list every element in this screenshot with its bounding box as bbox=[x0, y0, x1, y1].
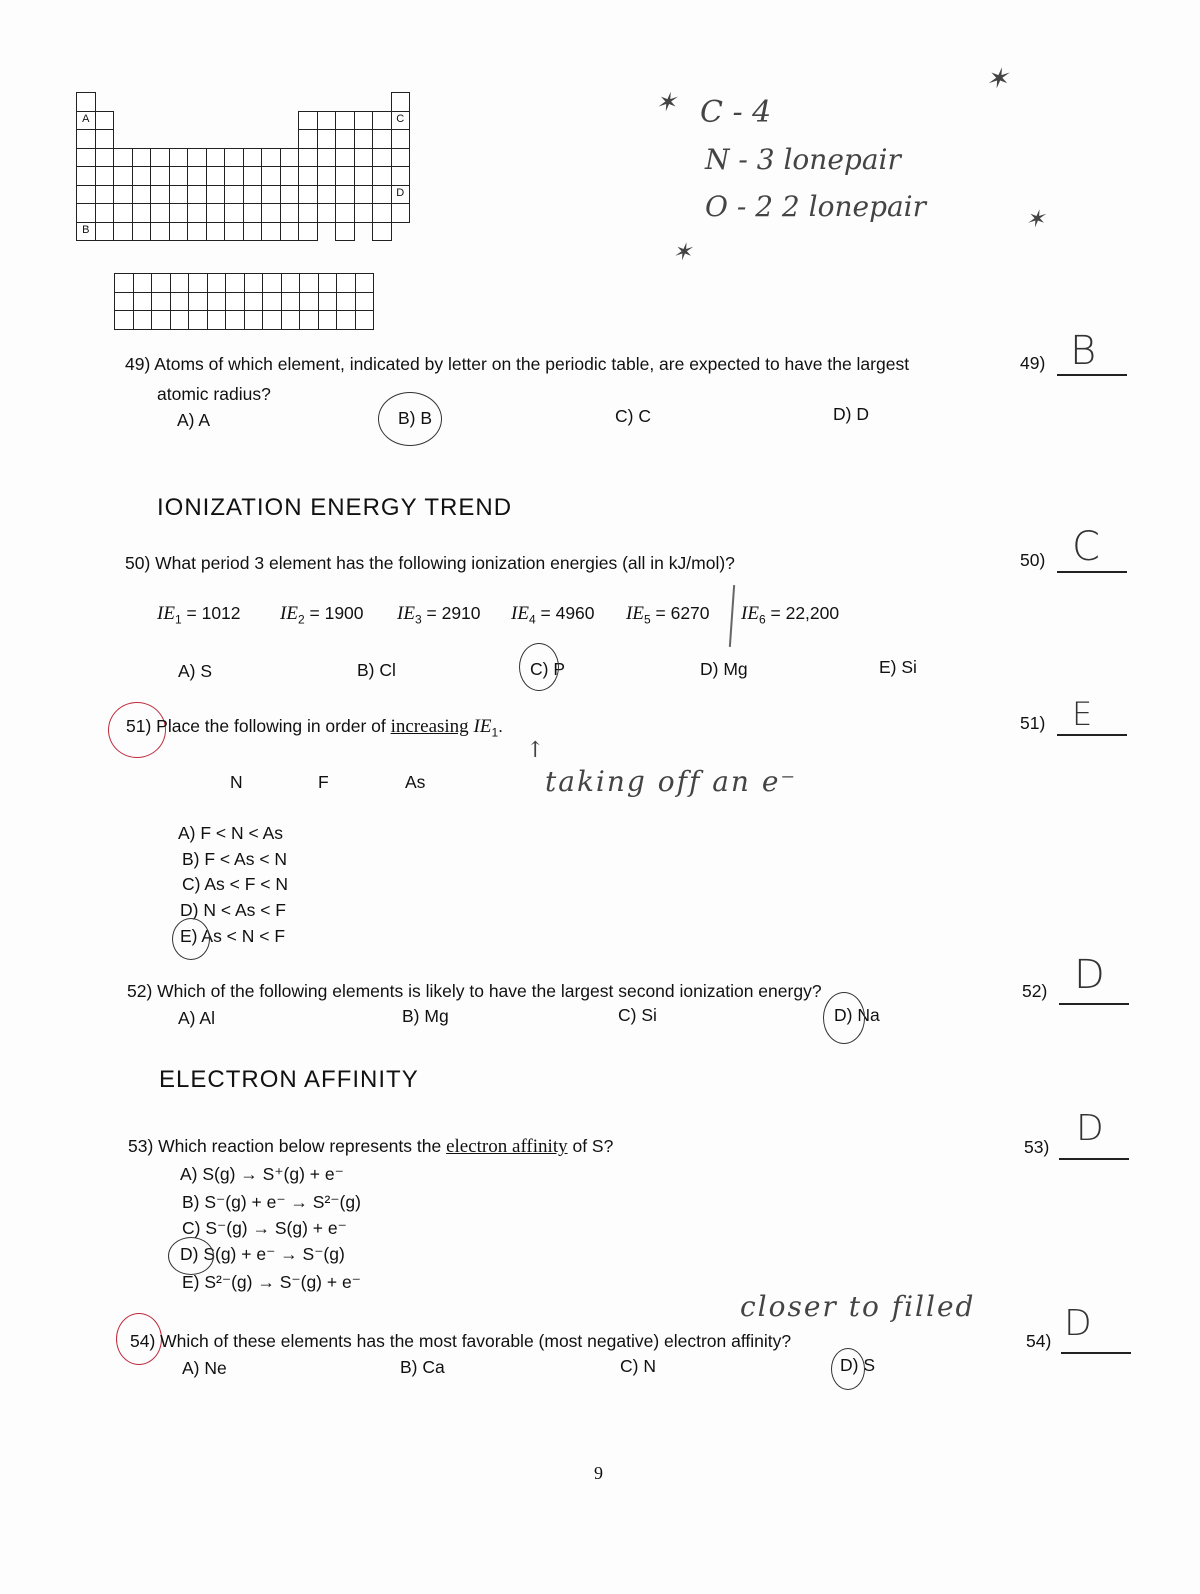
ie3-sub: 3 bbox=[414, 612, 422, 627]
f-block-cell bbox=[114, 273, 134, 293]
pt-cell bbox=[76, 203, 96, 223]
pt-cell bbox=[150, 185, 170, 205]
note-oxygen: O - 2 2 lonepair bbox=[705, 190, 927, 223]
pt-cell bbox=[206, 203, 226, 223]
f-block-cell bbox=[170, 292, 190, 312]
q51-ie-sub: 1 bbox=[491, 725, 499, 740]
pt-cell bbox=[298, 129, 318, 149]
q53-option-e[interactable]: E) S²⁻(g) → S⁻(g) + e⁻ bbox=[182, 1272, 361, 1292]
pt-cell bbox=[224, 185, 244, 205]
pt-cell bbox=[169, 203, 189, 223]
pt-cell bbox=[187, 148, 207, 168]
pt-cell bbox=[280, 222, 300, 242]
ie2-sub: 2 bbox=[297, 612, 305, 627]
q52-option-c[interactable]: C) Si bbox=[618, 1005, 657, 1025]
q51-handwritten-note: taking off an e⁻ bbox=[545, 765, 798, 798]
f-block-cell bbox=[207, 292, 227, 312]
f-block-cell bbox=[188, 292, 208, 312]
f-block-cell bbox=[244, 310, 264, 330]
q53-selection-circle bbox=[168, 1237, 214, 1275]
f-block-cell bbox=[244, 273, 264, 293]
pt-cell bbox=[113, 222, 133, 242]
q51-option-a[interactable]: A) F < N < As bbox=[178, 823, 284, 843]
q52-option-a[interactable]: A) Al bbox=[178, 1008, 215, 1028]
q52-answer-number: 52) bbox=[1022, 981, 1048, 1001]
pt-cell bbox=[95, 166, 115, 186]
question-51-text bbox=[126, 716, 503, 740]
q53-answer-number: 53) bbox=[1024, 1137, 1050, 1157]
section-ionization-heading: IONIZATION ENERGY TREND bbox=[157, 494, 513, 521]
pt-cell bbox=[206, 222, 226, 242]
pt-cell bbox=[113, 185, 133, 205]
pt-cell bbox=[372, 166, 392, 186]
q49-option-a[interactable]: A) A bbox=[177, 410, 211, 430]
page-number: 9 bbox=[594, 1463, 603, 1483]
ie5-value bbox=[626, 603, 710, 627]
pt-cell bbox=[391, 92, 411, 112]
pt-cell bbox=[132, 185, 152, 205]
pt-cell bbox=[261, 148, 281, 168]
f-block-cell bbox=[170, 310, 190, 330]
note-star-4: ✶ bbox=[672, 238, 693, 266]
f-block-cell bbox=[318, 292, 338, 312]
pt-cell bbox=[261, 166, 281, 186]
pt-cell bbox=[372, 185, 392, 205]
pt-cell bbox=[335, 129, 355, 149]
pt-cell bbox=[298, 166, 318, 186]
f-block-cell bbox=[225, 273, 245, 293]
q52-option-d[interactable]: D) Na bbox=[834, 1005, 880, 1025]
q51-element-n: N bbox=[230, 772, 243, 792]
f-block-cell bbox=[133, 273, 153, 293]
q51-answer-line bbox=[1057, 734, 1127, 736]
pt-cell bbox=[354, 129, 374, 149]
pt-cell bbox=[150, 203, 170, 223]
ie1-number: = 1012 bbox=[186, 603, 241, 623]
q52-answer[interactable]: D bbox=[1074, 952, 1105, 998]
pt-cell bbox=[95, 129, 115, 149]
pt-cell bbox=[169, 185, 189, 205]
pt-cell bbox=[150, 222, 170, 242]
pt-cell bbox=[372, 111, 392, 131]
ie6-sub: 6 bbox=[758, 612, 766, 627]
f-block-cell bbox=[336, 292, 356, 312]
pt-cell bbox=[280, 185, 300, 205]
pt-cell bbox=[113, 166, 133, 186]
q53-electron-affinity: electron affinity bbox=[446, 1136, 568, 1157]
q52-selection-circle bbox=[823, 992, 865, 1044]
pt-cell bbox=[298, 203, 318, 223]
ie5-number: = 6270 bbox=[655, 603, 710, 623]
pt-cell bbox=[317, 129, 337, 149]
pt-cell bbox=[206, 166, 226, 186]
pt-cell bbox=[132, 203, 152, 223]
f-block-cell bbox=[262, 273, 282, 293]
f-block-cell bbox=[299, 310, 319, 330]
f-block-cell bbox=[281, 310, 301, 330]
pt-cell bbox=[354, 111, 374, 131]
q54-selection-circle bbox=[831, 1348, 865, 1390]
pt-cell bbox=[113, 203, 133, 223]
question-54-text: 54) Which of these elements has the most favorable (most negative) electron affinity? bbox=[130, 1331, 792, 1351]
f-block-cell bbox=[207, 310, 227, 330]
pt-cell bbox=[335, 148, 355, 168]
pt-cell bbox=[224, 148, 244, 168]
f-block-cell bbox=[262, 310, 282, 330]
q53-text-prefix: 53) Which reaction below represents the bbox=[128, 1136, 447, 1156]
q49-answer[interactable]: B bbox=[1070, 328, 1097, 374]
note-star-2: ✶ bbox=[985, 62, 1009, 95]
q49-option-c[interactable]: C) C bbox=[615, 406, 651, 426]
q54-handwritten-note: closer to filled bbox=[740, 1290, 976, 1323]
q52-answer-line bbox=[1059, 1003, 1129, 1005]
pt-cell bbox=[317, 185, 337, 205]
note-star-3: ✶ bbox=[1025, 205, 1046, 233]
q54-answer-number: 54) bbox=[1026, 1331, 1052, 1351]
pt-cell bbox=[372, 129, 392, 149]
pt-cell bbox=[95, 203, 115, 223]
f-block-cell bbox=[114, 292, 134, 312]
f-block-cell bbox=[318, 273, 338, 293]
q50-option-c[interactable]: C) P bbox=[530, 659, 565, 679]
q53-option-a[interactable]: A) S(g) → S⁺(g) + e⁻ bbox=[180, 1164, 344, 1184]
pt-cell bbox=[354, 185, 374, 205]
pt-cell bbox=[261, 203, 281, 223]
q49-selection-circle bbox=[378, 392, 442, 446]
ie5-label: IE bbox=[626, 603, 644, 624]
f-block-cell bbox=[151, 310, 171, 330]
question-50-text: 50) What period 3 element has the following ionization energies (all in kJ/mol)? bbox=[125, 553, 735, 573]
q51-answer[interactable]: E bbox=[1072, 695, 1093, 733]
pt-cell bbox=[372, 148, 392, 168]
pt-cell bbox=[224, 203, 244, 223]
pt-cell bbox=[187, 222, 207, 242]
pt-cell bbox=[243, 222, 263, 242]
element-a-label: A bbox=[76, 111, 96, 131]
pt-cell bbox=[224, 222, 244, 242]
f-block-cell bbox=[225, 292, 245, 312]
q54-answer[interactable]: D bbox=[1064, 1303, 1092, 1344]
ie-divider-mark bbox=[729, 585, 735, 647]
element-c-label: C bbox=[391, 111, 411, 131]
f-block-cell bbox=[299, 292, 319, 312]
q54-option-a[interactable]: A) Ne bbox=[182, 1358, 227, 1378]
pt-cell bbox=[391, 166, 411, 186]
pt-cell bbox=[243, 166, 263, 186]
ie2-value bbox=[280, 603, 364, 627]
pt-cell bbox=[243, 185, 263, 205]
f-block-cell bbox=[207, 273, 227, 293]
f-block-cell bbox=[151, 273, 171, 293]
pt-cell bbox=[132, 148, 152, 168]
pt-cell bbox=[76, 166, 96, 186]
pt-cell bbox=[372, 203, 392, 223]
q49-option-d[interactable]: D) D bbox=[833, 404, 869, 424]
q51-text-suffix: . bbox=[498, 716, 504, 736]
ie1-sub: 1 bbox=[174, 612, 182, 627]
element-b-label: B bbox=[76, 222, 96, 242]
pt-cell bbox=[391, 129, 411, 149]
pt-cell bbox=[335, 166, 355, 186]
pt-cell bbox=[76, 185, 96, 205]
ie5-sub: 5 bbox=[643, 612, 651, 627]
pt-cell bbox=[169, 222, 189, 242]
pt-cell bbox=[372, 222, 392, 242]
pt-cell bbox=[95, 111, 115, 131]
f-block-cell bbox=[170, 273, 190, 293]
q51-option-d[interactable]: D) N < As < F bbox=[180, 900, 286, 920]
q52-option-b[interactable]: B) Mg bbox=[402, 1006, 449, 1026]
pt-cell bbox=[150, 166, 170, 186]
q50-option-e[interactable]: E) Si bbox=[879, 657, 917, 677]
pt-cell bbox=[224, 166, 244, 186]
pt-cell bbox=[298, 111, 318, 131]
pt-cell bbox=[187, 166, 207, 186]
section-affinity-heading: ELECTRON AFFINITY bbox=[159, 1066, 419, 1093]
pt-cell bbox=[354, 148, 374, 168]
pt-cell bbox=[335, 185, 355, 205]
f-block-cell bbox=[299, 273, 319, 293]
ie3-label: IE bbox=[397, 603, 415, 624]
q54-option-b[interactable]: B) Ca bbox=[400, 1357, 445, 1377]
q50-option-b[interactable]: B) Cl bbox=[357, 660, 396, 680]
ie4-sub: 4 bbox=[528, 612, 536, 627]
pt-cell bbox=[243, 148, 263, 168]
pt-cell bbox=[354, 166, 374, 186]
pt-cell bbox=[335, 203, 355, 223]
question-49-text: 49) Atoms of which element, indicated by letter on the periodic table, are expected to have the largest bbox=[125, 354, 910, 374]
f-block-cell bbox=[355, 273, 375, 293]
q51-increasing: increasing bbox=[390, 716, 469, 737]
element-d-label: D bbox=[391, 185, 411, 205]
pt-cell bbox=[391, 203, 411, 223]
question-53-text bbox=[128, 1136, 613, 1158]
note-nitrogen: N - 3 lonepair bbox=[705, 143, 901, 176]
pt-cell bbox=[76, 92, 96, 112]
pt-cell bbox=[187, 185, 207, 205]
q49-answer-line bbox=[1057, 374, 1127, 376]
q50-option-a[interactable]: A) S bbox=[178, 661, 213, 681]
q53-text-suffix: of S? bbox=[567, 1136, 614, 1156]
q50-answer-number: 50) bbox=[1020, 550, 1046, 570]
pt-cell bbox=[187, 203, 207, 223]
pt-cell bbox=[335, 111, 355, 131]
ie6-value bbox=[741, 603, 839, 627]
f-block-cell bbox=[281, 292, 301, 312]
ie3-value bbox=[397, 603, 481, 627]
q51-arrow: ↑ bbox=[526, 738, 545, 763]
q49-answer-number: 49) bbox=[1020, 353, 1046, 373]
ie1-label: IE bbox=[157, 603, 175, 624]
ie2-number: = 1900 bbox=[309, 603, 364, 623]
pt-cell bbox=[95, 185, 115, 205]
pt-cell bbox=[317, 148, 337, 168]
q51-option-b[interactable]: B) F < As < N bbox=[182, 849, 288, 869]
pt-cell bbox=[391, 148, 411, 168]
q51-ie-label: IE bbox=[473, 716, 492, 737]
pt-cell bbox=[317, 111, 337, 131]
q50-option-d[interactable]: D) Mg bbox=[700, 659, 748, 679]
pt-cell bbox=[169, 148, 189, 168]
f-block-cell bbox=[355, 310, 375, 330]
pt-cell bbox=[132, 222, 152, 242]
f-block-cell bbox=[133, 310, 153, 330]
f-block-cell bbox=[133, 292, 153, 312]
pt-cell bbox=[206, 148, 226, 168]
f-block-cell bbox=[244, 292, 264, 312]
note-star-1: ✶ bbox=[655, 88, 677, 118]
f-block-cell bbox=[114, 310, 134, 330]
q50-answer-line bbox=[1057, 571, 1127, 573]
pt-cell bbox=[335, 222, 355, 242]
f-block-cell bbox=[188, 273, 208, 293]
pt-cell bbox=[354, 203, 374, 223]
note-carbon: C - 4 bbox=[700, 95, 772, 130]
pt-cell bbox=[150, 148, 170, 168]
q54-option-c[interactable]: C) N bbox=[620, 1356, 656, 1376]
question-49-text-cont: atomic radius? bbox=[157, 384, 271, 404]
question-52-text: 52) Which of the following elements is likely to have the largest second ionization energy? bbox=[127, 981, 822, 1001]
f-block-cell bbox=[151, 292, 171, 312]
q53-option-d[interactable]: D) S(g) + e⁻ → S⁻(g) bbox=[180, 1244, 345, 1264]
q50-selection-circle bbox=[519, 643, 559, 691]
pt-cell bbox=[280, 148, 300, 168]
pt-cell bbox=[261, 222, 281, 242]
f-block-cell bbox=[336, 273, 356, 293]
q49-option-b[interactable]: B) B bbox=[398, 408, 433, 428]
pt-cell bbox=[113, 148, 133, 168]
pt-cell bbox=[317, 166, 337, 186]
f-block-cell bbox=[262, 292, 282, 312]
pt-cell bbox=[132, 166, 152, 186]
ie2-label: IE bbox=[280, 603, 298, 624]
f-block-cell bbox=[281, 273, 301, 293]
q51-answer-number: 51) bbox=[1020, 713, 1046, 733]
f-block-cell bbox=[225, 310, 245, 330]
q51-text-prefix: 51) Place the following in order of bbox=[126, 716, 391, 736]
ie6-number: = 22,200 bbox=[770, 603, 840, 623]
f-block-cell bbox=[336, 310, 356, 330]
q53-option-b[interactable]: B) S⁻(g) + e⁻ → S²⁻(g) bbox=[182, 1192, 361, 1212]
pt-cell bbox=[169, 166, 189, 186]
pt-cell bbox=[95, 148, 115, 168]
f-block-cell bbox=[188, 310, 208, 330]
q51-element-f: F bbox=[318, 772, 329, 792]
pt-cell bbox=[95, 222, 115, 242]
pt-cell bbox=[298, 148, 318, 168]
q51-option-c[interactable]: C) As < F < N bbox=[182, 874, 288, 894]
pt-cell bbox=[298, 185, 318, 205]
pt-cell bbox=[280, 166, 300, 186]
q53-answer[interactable]: D bbox=[1076, 1108, 1104, 1149]
pt-cell bbox=[261, 185, 281, 205]
ie1-value bbox=[157, 603, 241, 627]
ie3-number: = 2910 bbox=[426, 603, 481, 623]
q51-element-as: As bbox=[405, 772, 426, 792]
q50-answer[interactable]: C bbox=[1072, 524, 1100, 570]
f-block-cell bbox=[318, 310, 338, 330]
ie4-label: IE bbox=[511, 603, 529, 624]
q54-option-d[interactable]: D) S bbox=[840, 1355, 875, 1375]
ie4-number: = 4960 bbox=[540, 603, 595, 623]
q53-answer-line bbox=[1059, 1158, 1129, 1160]
pt-cell bbox=[76, 129, 96, 149]
pt-cell bbox=[76, 148, 96, 168]
pt-cell bbox=[298, 222, 318, 242]
q54-answer-line bbox=[1061, 1352, 1131, 1354]
q51-selection-circle bbox=[172, 918, 210, 960]
ie4-value bbox=[511, 603, 595, 627]
pt-cell bbox=[280, 203, 300, 223]
pt-cell bbox=[206, 185, 226, 205]
ie6-label: IE bbox=[741, 603, 759, 624]
pt-cell bbox=[243, 203, 263, 223]
f-block-cell bbox=[355, 292, 375, 312]
pt-cell bbox=[317, 203, 337, 223]
q51-option-e[interactable]: E) As < N < F bbox=[180, 926, 286, 946]
q53-option-c[interactable]: C) S⁻(g) → S(g) + e⁻ bbox=[182, 1218, 347, 1238]
